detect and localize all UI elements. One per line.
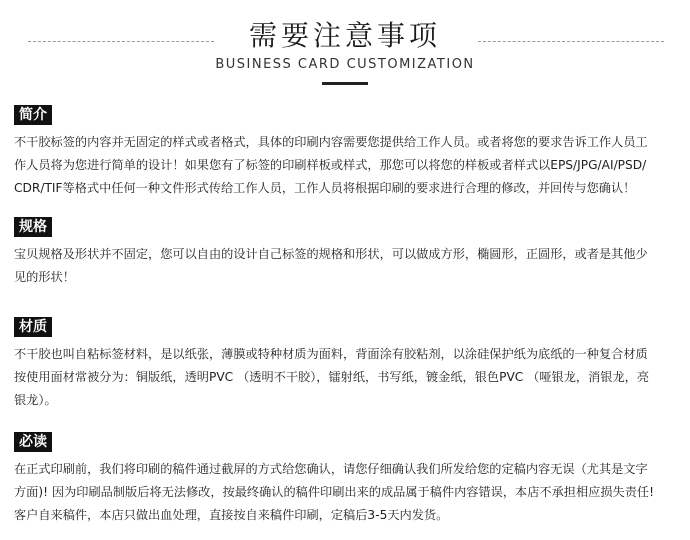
title-underline-bar <box>322 82 368 85</box>
section-intro <box>14 104 676 200</box>
body-line: 银龙）。 <box>14 393 57 407</box>
section-body-spec <box>14 243 676 289</box>
body-line: CDR/TIF等格式中任何一种文件形式传给工作人员，工作人员将根据印刷的要求进行合理的修改，并回传与您确认！ <box>14 181 636 195</box>
body-line: 方面)! 因为印刷品制版后将无法修改，按最终确认的稿件印刷出来的成品属于稿件内容错误，本店不承担相应损失责任! <box>14 485 654 499</box>
section-must-read <box>14 431 676 527</box>
body-line: 客户自来稿件，本店只做出血处理，直接按自来稿件印刷，定稿后3-5天内发货。 <box>14 508 449 522</box>
body-line: 不干胶标签的内容并无固定的样式或者格式，具体的印刷内容需要您提供给工作人员。或者将您的要求告诉工作人员工 <box>14 135 648 149</box>
section-material <box>14 316 676 412</box>
page-header <box>0 0 690 90</box>
body-line: 在正式印刷前，我们将印刷的稿件通过截屏的方式给您确认，请您仔细确认我们所发给您的定稿内容无误（尤其是文字 <box>14 462 648 476</box>
section-body-must-read <box>14 458 676 527</box>
section-tag-material: 材质 <box>14 317 52 337</box>
section-tag-intro: 简介 <box>14 105 52 125</box>
body-line: 作人员将为您进行简单的设计！如果您有了标签的印刷样板或样式，那您可以将您的样板或者样式以EPS/JPG/AI/PSD/ <box>14 158 647 172</box>
section-tag-spec: 规格 <box>14 217 52 237</box>
body-line: 见的形状！ <box>14 270 75 284</box>
body-line: 宝贝规格及形状并不固定，您可以自由的设计自己标签的规格和形状，可以做成方形，椭圆形，正圆形，或者是其他少 <box>14 247 648 261</box>
section-tag-must-read: 必读 <box>14 432 52 452</box>
body-line: 不干胶也叫自粘标签材料，是以纸张，薄膜或特种材质为面料，背面涂有胶粘剂，以涂硅保护纸为底纸的一种复合材质 <box>14 347 648 361</box>
section-body-intro <box>14 131 676 200</box>
section-spec <box>14 216 676 289</box>
body-line: 按使用面材常被分为：铜版纸，透明PVC （透明不干胶），镭射纸，书写纸，镀金纸，银色PVC （哑银龙，消银龙，亮 <box>14 370 650 384</box>
section-body-material <box>14 343 676 412</box>
page-subtitle: BUSINESS CARD CUSTOMIZATION <box>215 57 475 72</box>
page-title: 需要注意事项 <box>248 19 441 52</box>
